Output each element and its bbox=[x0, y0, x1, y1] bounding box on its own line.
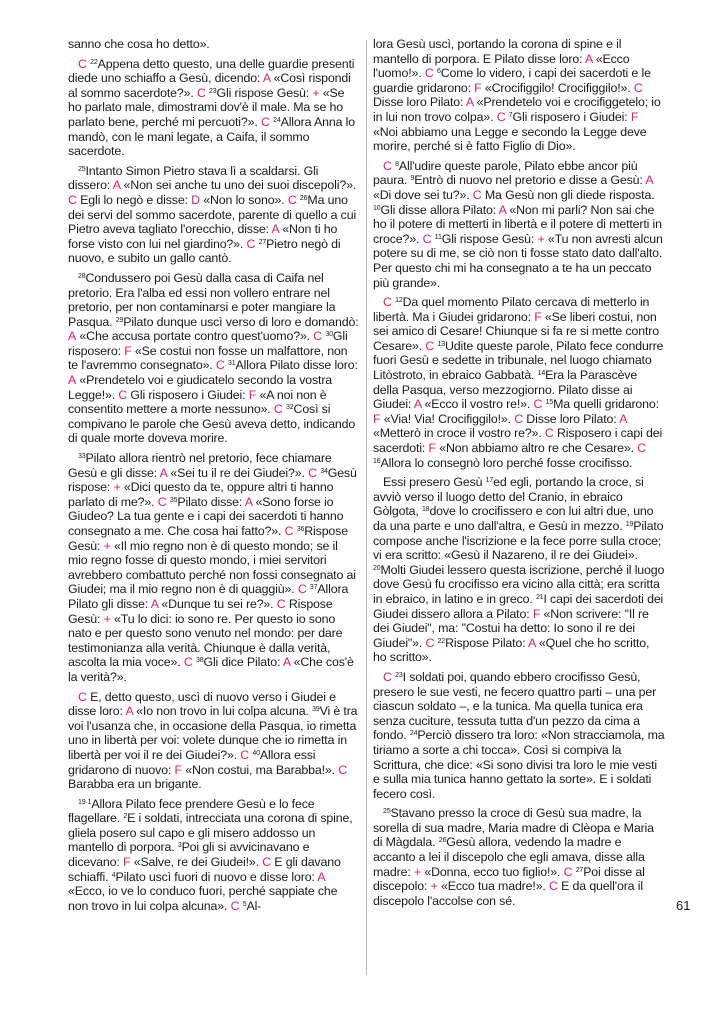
role-marker: C bbox=[297, 582, 307, 597]
verse-number: 24 bbox=[409, 730, 418, 738]
role-marker: C bbox=[157, 494, 167, 509]
verse-number: 16 bbox=[373, 457, 381, 465]
verse-number: 27 bbox=[258, 238, 267, 246]
paragraph: $^{19\cdot 1}$Allora Pilato fece prendere Gesù e lo fece flagellare. $^2$E i soldati, intrecciata una corona di spine, gliela posero sul capo e gli misero addosso un mantello di porpora. $^3$Poi gli si avvicinavano e dicevano: F «Salve, re dei Giudei!». C E gli davano schiaffi. $^4$Pilato uscì fuori di nuovo e disse loro: A «Ecco, io ve lo conduco fuori, perché sappiate che non trovo in lui colpa alcuna». C $^5$Al- bbox=[68, 796, 353, 913]
role-marker: C bbox=[637, 441, 646, 456]
role-marker: C bbox=[240, 747, 250, 762]
role-marker: A bbox=[498, 202, 507, 217]
verse-number: 33 bbox=[78, 453, 86, 461]
verse-number: 3 bbox=[177, 842, 182, 850]
role-marker: C bbox=[544, 426, 554, 441]
role-marker: C bbox=[533, 397, 543, 412]
role-marker: A bbox=[413, 397, 422, 412]
verse-number: 20 bbox=[373, 564, 381, 572]
paragraph: lora Gesù uscì, portando la corona di spine e il mantello di porpora. E Pilato disse loro: A «Ecco l'uomo!». C $^6$Come lo videro, i capi dei sacerdoti e le guardie gridarono: F «Crocifiggilo! Crocifiggilo!». C Disse loro Pilato: A «Prendetelo voi e crocifiggetelo; io in lui non trovo colpa». C $^7$Gli risposero i Giudei: F «Noi abbiamo una Legge e secondo la Legge deve morire, perché si è fatto Figlio di Dio». bbox=[373, 37, 661, 154]
verse-number: 11 bbox=[434, 233, 442, 241]
verse-number: 28 bbox=[78, 272, 86, 280]
role-marker: F bbox=[122, 855, 131, 870]
role-marker: A bbox=[125, 704, 133, 719]
paragraph: C $^{23}$I soldati poi, quando ebbero crocifisso Gesù, presero le sue vesti, ne fecero quattro parti – una per ciascun soldato –, e la tunica. Ma quella tunica era senza cuciture, tessuta tutta d'un pezzo da cima a fondo. $^{24}$Perciò dissero tra loro: «Non stracciamola, ma tiriamo a sorte a chi tocca». Così si compiva la Scrittura, che dice: «Si sono divisi tra loro le mie vesti e sulla mia tunica hanno gettato la sorte». E i soldati fecero così. bbox=[373, 669, 665, 801]
role-marker: A bbox=[159, 465, 168, 480]
role-marker: C bbox=[338, 762, 348, 777]
role-marker: A bbox=[262, 71, 271, 86]
role-marker: + bbox=[430, 879, 438, 894]
role-marker: C bbox=[422, 231, 432, 246]
role-marker: C bbox=[287, 192, 297, 207]
role-marker: F bbox=[474, 80, 482, 95]
page-number: 61 bbox=[676, 898, 691, 913]
paragraph: C $^{12}$Da quel momento Pilato cercava di metterlo in libertà. Ma i Giudei gridarono: F «Se liberi costui, non sei amico di Cesare! Chiunque si fa re si mette contro Cesare». C $^{13}$Udite queste parole, Pilato fece condurre fuori Gesù e sedette in tribunale, nel luogo chiamato Litòstroto, in ebraico Gabbatà. $^{14}$Era la Parascève della Pasqua, verso mezzogiorno. Pilato disse ai Giudei: A «Ecco il vostro re!». C $^{15}$Ma quelli gridarono: F «Via! Via! Crocifiggilo!». C Disse loro Pilato: A «Metterò in croce il vostro re?». C Risposero i capi dei sacerdoti: F «Non abbiamo altro re che Cesare». C $^{16}$Allora lo consegnò loro perché fosse crocifisso. bbox=[373, 295, 664, 470]
verse-number: 40 bbox=[252, 749, 260, 757]
role-marker: C bbox=[183, 655, 193, 670]
role-marker: A bbox=[112, 178, 121, 193]
role-marker: C bbox=[276, 596, 286, 611]
role-marker: A bbox=[282, 655, 291, 670]
role-marker: A bbox=[68, 329, 77, 344]
verse-number: 9 bbox=[410, 175, 415, 183]
paragraph: C $^8$All'udire queste parole, Pilato ebbe ancor più paura. $^9$Entrò di nuovo nel pretorio e disse a Gesù: A «Di dove sei tu?». C Ma Gesù non gli diede risposta. $^{10}$Gli disse allora Pilato: A «Non mi parli? Non sai che ho il potere di metterti in libertà e il potere di metterti in croce?». C $^{11}$Gli rispose Gesù: + «Tu non avresti alcun potere su di me, se ciò non ti fosse stato dato dall'alto. Per questo chi mi ha consegnato a te ha un peccato più grande». bbox=[373, 158, 663, 290]
verse-number: 2 bbox=[123, 813, 128, 821]
role-marker: A bbox=[68, 373, 77, 388]
role-marker: C bbox=[496, 109, 506, 124]
role-marker: F bbox=[428, 441, 436, 456]
role-marker: C bbox=[425, 338, 435, 353]
paragraph: $^{25}$Stavano presso la croce di Gesù sua madre, la sorella di sua madre, Maria madre di Clèopa e Maria di Màgdala. $^{26}$Gesù allora, vedendo la madre e accanto a lei il discepolo che egli amava, disse alla madre: + «Donna, ecco tuo figlio!». C $^{27}$Poi disse al discepolo: + «Ecco tua madre!». C E da quell'ora il discepolo l'accolse con sé. bbox=[373, 806, 654, 908]
role-marker: C bbox=[313, 329, 323, 344]
role-marker: C bbox=[273, 402, 283, 417]
paragraph: $^{25}$Intanto Simon Pietro stava lì a scaldarsi. Gli dissero: A «Non sei anche tu uno dei suoi discepoli?». C Egli lo negò e disse: D «Non lo sono». C $^{26}$Ma uno dei servi del sommo sacerdote, parente di quello a cui Pietro aveva tagliato l'orecchio, disse: A «Non ti ho forse visto con lui nel giardino?». C $^{27}$Pietro negò di nuovo, e subito un gallo cantò. bbox=[68, 163, 357, 266]
role-marker: C bbox=[633, 80, 643, 95]
role-marker: C bbox=[246, 236, 256, 251]
right-text-column bbox=[373, 37, 665, 913]
role-marker: C bbox=[472, 187, 482, 202]
role-marker: A bbox=[465, 95, 474, 110]
verse-number: 30 bbox=[325, 331, 333, 339]
verse-number: 35 bbox=[169, 496, 178, 504]
column-divider bbox=[366, 40, 367, 975]
verse-number: 25 bbox=[78, 165, 86, 173]
role-marker: F bbox=[124, 343, 132, 358]
verse-number: 15 bbox=[545, 399, 554, 407]
verse-number: 13 bbox=[437, 340, 445, 348]
role-marker: A bbox=[317, 869, 325, 884]
verse-number: 24 bbox=[273, 116, 281, 124]
verse-number: 26 bbox=[438, 837, 447, 845]
verse-number: 21 bbox=[535, 593, 544, 601]
role-marker: C bbox=[514, 411, 524, 426]
paragraph: $^{33}$Pilato allora rientrò nel pretorio, fece chiamare Gesù e gli disse: A «Sei tu il re dei Giudei?». C $^{34}$Gesù rispose: + «Dici questo da te, oppure altri ti hanno parlato di me?». C $^{35}$Pilato disse: A «Sono forse io Giudeo? La tua gente e i capi dei sacerdoti ti hanno consegnato a me. Che cosa hai fatto?». C $^{36}$Rispose Gesù: + «Il mio regno non è di questo mondo; se il mio regno fosse di questo mondo, i miei servitori avrebbero combattuto perché non fossi consegnato ai Giudei; ma il mio regno non è di quaggiù». C $^{37}$Allora Pilato gli disse: A «Dunque tu sei re?». C Rispose Gesù: + «Tu lo dici: io sono re. Per questo io sono nato e per questo sono venuto nel mondo: per dare testimonianza alla verità. Chiunque è dalla verità, ascolta la mia voce». C $^{38}$Gli dice Pilato: A «Che cos'è la verità?». bbox=[68, 451, 357, 684]
role-marker: F bbox=[534, 309, 542, 324]
verse-number: 27 bbox=[575, 866, 584, 874]
verse-number: 4 bbox=[111, 871, 116, 879]
verse-number: 31 bbox=[228, 360, 236, 368]
verse-number: 5 bbox=[242, 900, 247, 908]
verse-number: 29 bbox=[115, 316, 124, 324]
role-marker: + bbox=[312, 85, 320, 100]
role-marker: C bbox=[78, 56, 87, 71]
role-marker: C bbox=[308, 465, 317, 480]
role-marker: A bbox=[150, 596, 159, 611]
verse-number: 19 bbox=[625, 521, 634, 528]
role-marker: A bbox=[585, 51, 593, 66]
role-marker: C bbox=[549, 879, 558, 894]
role-marker: C bbox=[230, 898, 240, 913]
verse-number: 32 bbox=[286, 404, 294, 412]
role-marker: A bbox=[645, 173, 653, 188]
verse-number: 37 bbox=[309, 584, 318, 592]
verse-number: 14 bbox=[537, 370, 546, 378]
verse-number: 10 bbox=[373, 204, 381, 212]
paragraph: $^{28}$Condussero poi Gesù dalla casa di Caifa nel pretorio. Era l'alba ed essi non vollero entrare nel pretorio, per non contaminarsi e poter mangiare la Pasqua. $^{29}$Pilato dunque uscì verso di loro e domandò: A «Che accusa portate contro quest'uomo?». C $^{30}$Gli risposero: F «Se costui non fosse un malfattore, non te l'avremmo consegnato». C $^{31}$Allora Pilato disse loro: A «Prendetelo voi e giudicatelo secondo la vostra Legge!». C Gli risposero i Giudei: F «A noi non è consentito mettere a morte nessuno». C $^{32}$Così si compivano le parole che Gesù aveva detto, indicando di quale morte doveva morire. bbox=[68, 270, 359, 446]
verse-number: 12 bbox=[395, 297, 403, 305]
role-marker: C bbox=[383, 158, 392, 173]
role-marker: F bbox=[248, 387, 257, 402]
paragraph: Essi presero Gesù $^{17}$ed egli, portando la croce, si avviò verso il luogo detto del Cranio, in ebraico Gòlgota, $^{18}$dove lo crocifissero e con lui altri due, uno da una parte e uno dall'altra, e Gesù in mezzo. $^{19}$Pilato compose anche l'iscrizione e la fece porre sulla croce; vi era scritto: «Gesù il Nazareno, il re dei Giudei». $^{20}$Molti Giudei lessero questa iscrizione, perché il luogo dove Gesù fu crocifisso era vicino alla città; era scritta in ebraico, in latino e in greco. $^{21}$I capi dei sacerdoti dei Giudei dissero allora a Pilato: F «Non scrivere: "Il re dei Giudei", ma: "Costui ha detto: Io sono il re dei Giudei"». C $^{22}$Rispose Pilato: A «Quel che ho scritto, ho scritto». bbox=[373, 475, 665, 665]
role-marker: C bbox=[118, 387, 128, 402]
left-text-column bbox=[68, 37, 360, 918]
role-marker: C bbox=[563, 864, 573, 879]
paragraph: sanno che cosa ho detto». bbox=[68, 37, 210, 51]
role-marker: A bbox=[244, 494, 253, 509]
role-marker: C bbox=[424, 66, 434, 81]
role-marker: C bbox=[383, 669, 392, 684]
role-marker: C bbox=[260, 114, 270, 129]
verse-number: 22 bbox=[437, 637, 446, 645]
role-marker: C bbox=[383, 295, 392, 310]
role-marker: C bbox=[425, 635, 435, 650]
role-marker: C bbox=[215, 358, 225, 373]
role-marker: A bbox=[619, 411, 627, 426]
role-marker: D bbox=[191, 192, 200, 207]
verse-number: 39 bbox=[312, 706, 320, 714]
paragraph: C E, detto questo, uscì di nuovo verso i Giudei e disse loro: A «Io non trovo in lui colpa alcuna. $^{39}$Vi è tra voi l'usanza che, in occasione della Pasqua, io rimetta uno in libertà per voi: volete dunque che io rimetta in libertà per voi il re dei Giudei?». C $^{40}$Allora essi gridarono di nuovo: F «Non costui, ma Barabba!». C Barabba era un brigante. bbox=[68, 689, 358, 792]
verse-number: 23 bbox=[209, 87, 217, 95]
role-marker: F bbox=[630, 109, 639, 124]
role-marker: + bbox=[537, 231, 545, 246]
role-marker: + bbox=[413, 864, 422, 879]
role-marker: C bbox=[196, 85, 206, 100]
verse-number: 19·1 bbox=[78, 798, 92, 806]
verse-number: 26 bbox=[299, 194, 308, 202]
verse-number: 34 bbox=[320, 467, 328, 475]
role-marker: + bbox=[103, 611, 111, 626]
verse-number: 38 bbox=[195, 657, 204, 665]
verse-number: 25 bbox=[383, 808, 391, 816]
role-marker: C bbox=[78, 689, 87, 704]
verse-number: 17 bbox=[485, 477, 494, 485]
role-marker: F bbox=[532, 606, 541, 621]
verse-number: 6 bbox=[436, 68, 441, 76]
verse-number: 22 bbox=[90, 58, 98, 66]
role-marker: A bbox=[528, 635, 536, 650]
role-marker: + bbox=[113, 480, 121, 495]
role-marker: F bbox=[373, 411, 381, 426]
role-marker: A bbox=[271, 222, 279, 237]
verse-number: 8 bbox=[395, 160, 399, 168]
role-marker: C bbox=[68, 192, 77, 207]
verse-number: 36 bbox=[296, 526, 305, 533]
verse-number: 18 bbox=[421, 506, 430, 514]
role-marker: F bbox=[174, 762, 182, 777]
paragraph: C $^{22}$Appena detto questo, una delle guardie presenti diede uno schiaffo a Gesù, dicendo: A «Così rispondi al sommo sacerdote?». C $^{23}$Gli rispose Gesù: + «Se ho parlato male, dimostrami dov'è il male. Ma se ho parlato bene, perché mi percuoti?». C $^{24}$Allora Anna lo mandò, con le mani legate, a Caifa, il sommo sacerdote. bbox=[68, 56, 355, 159]
verse-number: 7 bbox=[508, 111, 513, 119]
role-marker: C bbox=[262, 855, 272, 870]
role-marker: C bbox=[284, 524, 294, 538]
verse-number: 23 bbox=[395, 671, 403, 679]
role-marker: + bbox=[103, 538, 111, 553]
